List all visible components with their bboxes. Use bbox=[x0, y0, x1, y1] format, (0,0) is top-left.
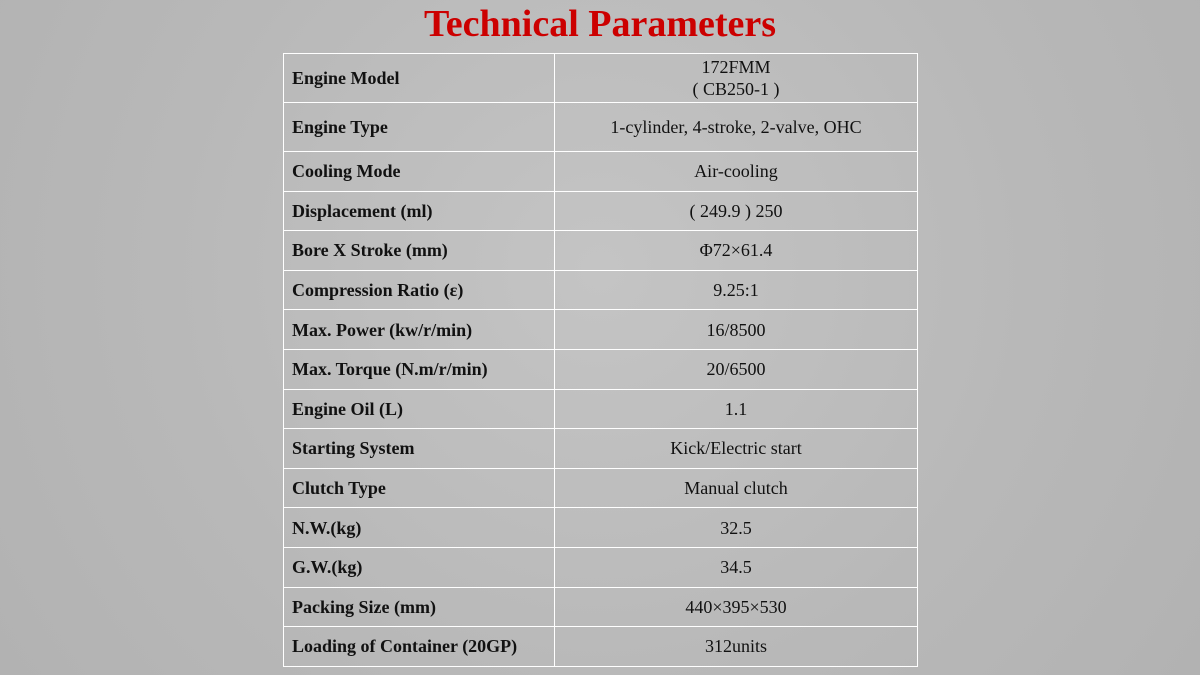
row-value: 312units bbox=[555, 627, 918, 667]
table-row-engine-oil bbox=[284, 389, 918, 429]
table-row-displacement bbox=[284, 191, 918, 231]
table-row-container-loading bbox=[284, 627, 918, 667]
row-label: Compression Ratio (ε) bbox=[284, 270, 555, 310]
table-row-bore-stroke bbox=[284, 231, 918, 271]
table-row-max-torque bbox=[284, 349, 918, 389]
row-value: 34.5 bbox=[555, 547, 918, 587]
row-value: 1-cylinder, 4-stroke, 2-valve, OHC bbox=[555, 103, 918, 152]
row-label: Max. Torque (N.m/r/min) bbox=[284, 349, 555, 389]
table-row-net-weight bbox=[284, 508, 918, 548]
table-row-compression-ratio bbox=[284, 270, 918, 310]
table-row-gross-weight bbox=[284, 547, 918, 587]
row-label: Displacement (ml) bbox=[284, 191, 555, 231]
row-value: 9.25:1 bbox=[555, 270, 918, 310]
row-value bbox=[555, 54, 918, 103]
row-label: Bore X Stroke (mm) bbox=[284, 231, 555, 271]
row-label: Engine Model bbox=[284, 54, 555, 103]
table-row-clutch-type bbox=[284, 468, 918, 508]
row-label: Engine Type bbox=[284, 103, 555, 152]
row-value: 1.1 bbox=[555, 389, 918, 429]
row-value: 20/6500 bbox=[555, 349, 918, 389]
row-value: Air-cooling bbox=[555, 152, 918, 192]
page-title: Technical Parameters bbox=[423, 3, 777, 45]
table-row-engine-model bbox=[284, 54, 918, 103]
row-label: Engine Oil (L) bbox=[284, 389, 555, 429]
table-row-max-power bbox=[284, 310, 918, 350]
row-value-line-2: ( CB250-1 ) bbox=[692, 79, 780, 99]
row-label: Packing Size (mm) bbox=[284, 587, 555, 627]
row-value-line-1: 172FMM bbox=[701, 57, 771, 77]
technical-parameters-table bbox=[283, 53, 918, 667]
row-label: Starting System bbox=[284, 429, 555, 469]
row-value: Kick/Electric start bbox=[555, 429, 918, 469]
table-row-packing-size bbox=[284, 587, 918, 627]
row-label: Max. Power (kw/r/min) bbox=[284, 310, 555, 350]
row-value: Manual clutch bbox=[555, 468, 918, 508]
row-value: Φ72×61.4 bbox=[555, 231, 918, 271]
row-value: 16/8500 bbox=[555, 310, 918, 350]
row-label: Loading of Container (20GP) bbox=[284, 627, 555, 667]
row-label: G.W.(kg) bbox=[284, 547, 555, 587]
table-row-engine-type bbox=[284, 103, 918, 152]
row-value: 32.5 bbox=[555, 508, 918, 548]
row-label: Clutch Type bbox=[284, 468, 555, 508]
table-row-starting-system bbox=[284, 429, 918, 469]
row-value: ( 249.9 ) 250 bbox=[555, 191, 918, 231]
table-row-cooling-mode bbox=[284, 152, 918, 192]
row-value: 440×395×530 bbox=[555, 587, 918, 627]
row-label: N.W.(kg) bbox=[284, 508, 555, 548]
row-label: Cooling Mode bbox=[284, 152, 555, 192]
